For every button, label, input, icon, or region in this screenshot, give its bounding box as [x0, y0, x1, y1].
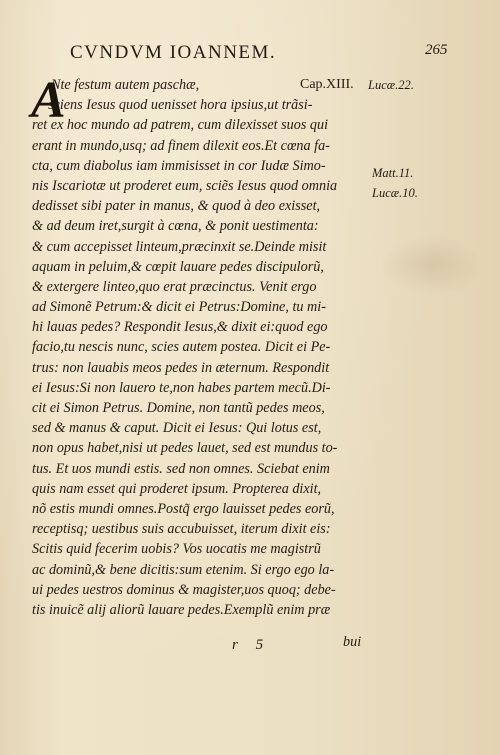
- text-line: Scitis quid fecerim uobis? Vos uocatis me magistrũ: [32, 541, 321, 558]
- text-line: nõ estis mundi omnes.Postq̃ ergo lauisset pedes eorũ,: [32, 500, 335, 517]
- chapter-reference: Cap.XIII.: [300, 77, 354, 92]
- text-line: aquam in peluim,& cœpit lauare pedes discipulorũ,: [32, 258, 324, 275]
- text-line: ei Iesus:Si non lauero te,non habes partem mecũ.Di-: [32, 379, 331, 396]
- text-line: ret ex hoc mundo ad patrem, cum dilexisset suos qui: [32, 117, 329, 134]
- body-text: [31, 72, 377, 620]
- text-line: & extergere linteo,quo erat præcinctus. Venit ergo: [32, 278, 317, 295]
- text-line: & cum accepisset linteum,præcinxit se.Deinde misit: [32, 238, 327, 255]
- signature-mark: r 5: [232, 637, 271, 653]
- text-line: tis inuicẽ alij aliorũ lauare pedes.Exemplũ enim præ: [32, 601, 331, 618]
- paper-stain: [380, 235, 485, 295]
- text-line: non opus habet,nisi ut pedes lauet, sed est mundus to-: [32, 440, 338, 457]
- text-line: cit ei Simon Petrus. Domine, non tantũ pedes meos,: [32, 400, 325, 416]
- text-line: ui pedes uestros dominus & magister,uos quoq; debe-: [32, 581, 336, 598]
- margin-note-matt-11: Matt.11.: [372, 166, 414, 180]
- text-line: erant in mundo,usq; ad finem dilexit eos.Et cœna fa-: [32, 137, 330, 154]
- text-line: facio,tu nescis nunc, scies autem postea. Dicit ei Pe-: [32, 339, 331, 356]
- text-line: nis Iscariotæ ut proderet eum, sciẽs Iesus quod omnia: [32, 177, 338, 194]
- catchword: bui: [343, 634, 362, 650]
- text-line: cta, cum diabolus iam immisisset in cor Iudæ Simo-: [32, 157, 326, 174]
- text-line: sciens Iesus quod uenisset hora ipsius,ut trãsi-: [48, 97, 313, 114]
- margin-note-lucae-22: Lucæ.22.: [368, 78, 414, 92]
- text-line: hi lauas pedes? Respondit Iesus,& dixit ei:quod ego: [32, 319, 328, 336]
- text-line: tus. Et uos mundi estis. sed non omnes. Sciebat enim: [32, 460, 330, 477]
- text-line: Nte festum autem paschæ,: [51, 77, 200, 93]
- text-line: ac dominũ,& bene dicitis:sum etenim. Si ergo ego la-: [32, 561, 335, 578]
- folio-number: 265: [425, 42, 448, 58]
- text-line: sed & manus & caput. Dicit ei Iesus: Qui lotus est,: [32, 420, 322, 437]
- drop-capital: A: [31, 72, 66, 129]
- text-line: & ad deum iret,surgit à cœna, & ponit uestimenta:: [32, 218, 319, 235]
- text-line: receptisq; uestibus suis accubuisset, iterum dixit eis:: [32, 521, 331, 538]
- running-head: CVNDVM IOANNEM.: [70, 42, 277, 63]
- text-line: trus: non lauabis meos pedes in æternum. Respondit: [32, 359, 330, 376]
- margin-note-lucae-10: Lucæ.10.: [372, 186, 418, 200]
- text-line: dedisset sibi pater in manus, & quod à deo exisset,: [32, 198, 321, 215]
- text-line: quis nam esset qui proderet ipsum. Propterea dixit,: [32, 480, 322, 497]
- text-line: ad Simonẽ Petrum:& dicit ei Petrus:Domine, tu mi-: [32, 299, 326, 316]
